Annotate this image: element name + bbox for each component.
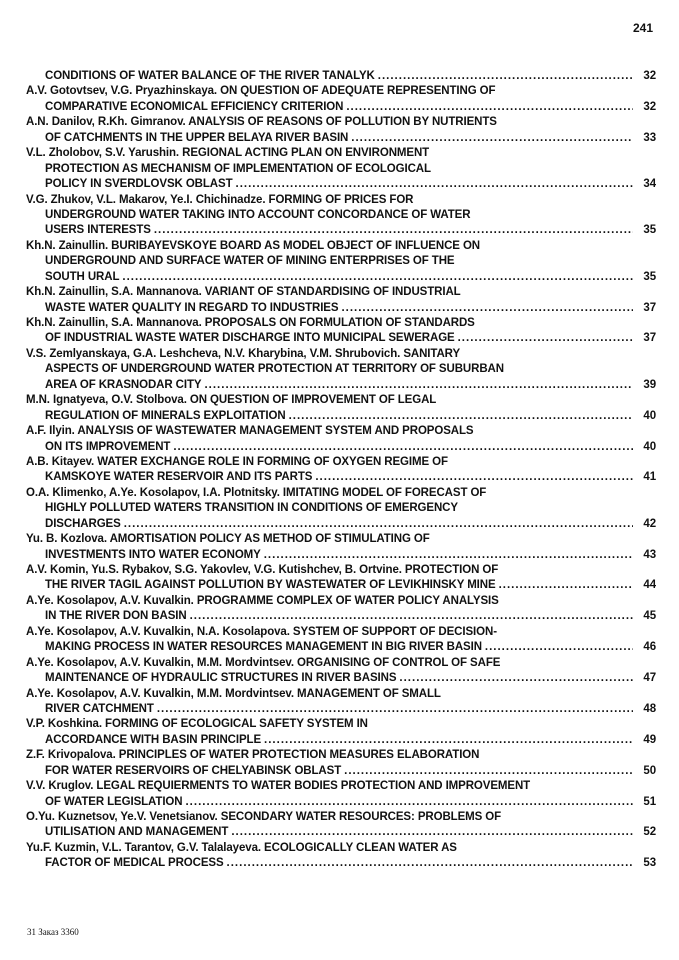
toc-entry-page: 39 bbox=[643, 378, 656, 391]
toc-entry-title: OF WATER LEGISLATION bbox=[45, 795, 183, 808]
dot-leader bbox=[190, 609, 633, 624]
toc-entry-title: V.P. Koshkina. FORMING OF ECOLOGICAL SAFETY SYSTEM IN bbox=[26, 718, 368, 731]
toc-entry-title: MAKING PROCESS IN WATER RESOURCES MANAGEMENT IN BIG RIVER BASIN bbox=[45, 641, 482, 654]
toc-entry-title: Yu. B. Kozlova. AMORTISATION POLICY AS METHOD OF STIMULATING OF bbox=[26, 533, 430, 546]
toc-entry-last-line bbox=[26, 223, 656, 238]
toc-entry-last-line bbox=[26, 856, 656, 871]
toc-entry bbox=[26, 393, 656, 424]
toc-entry bbox=[26, 594, 656, 625]
table-of-contents bbox=[26, 69, 656, 872]
dot-leader bbox=[485, 640, 633, 655]
toc-entry-last-line bbox=[26, 301, 656, 316]
toc-entry-title: KAMSKOYE WATER RESERVOIR AND ITS PARTS bbox=[45, 471, 313, 484]
toc-entry-last-line bbox=[26, 733, 656, 748]
toc-entry-title: ACCORDANCE WITH BASIN PRINCIPLE bbox=[45, 733, 262, 746]
toc-entry-title: A.Ye. Kosolapov, A.V. Kuvalkin. PROGRAMME COMPLEX OF WATER POLICY ANALYSIS bbox=[26, 594, 499, 607]
toc-entry-title: POLICY IN SVERDLOVSK OBLAST bbox=[45, 178, 233, 191]
dot-leader bbox=[264, 548, 633, 563]
toc-entry-title: HIGHLY POLLUTED WATERS TRANSITION IN CONDITIONS OF EMERGENCY bbox=[45, 502, 458, 515]
dot-leader bbox=[173, 440, 633, 455]
toc-entry bbox=[26, 84, 656, 115]
toc-entry-page: 32 bbox=[643, 100, 656, 113]
toc-entry bbox=[26, 841, 656, 872]
toc-entry-title: Yu.F. Kuzmin, V.L. Tarantov, G.V. Talalayeva. ECOLOGICALLY CLEAN WATER AS bbox=[26, 841, 457, 854]
toc-entry bbox=[26, 532, 656, 563]
toc-entry-page: 46 bbox=[643, 641, 656, 654]
dot-leader bbox=[315, 470, 633, 485]
toc-entry-title: ON ITS IMPROVEMENT bbox=[45, 440, 171, 453]
toc-entry-title: Z.F. Krivopalova. PRINCIPLES OF WATER PROTECTION MEASURES ELABORATION bbox=[26, 749, 480, 762]
toc-entry bbox=[26, 779, 656, 810]
toc-entry-title: M.N. Ignatyeva, O.V. Stolbova. ON QUESTION OF IMPROVEMENT OF LEGAL bbox=[26, 394, 437, 407]
toc-entry-page: 43 bbox=[643, 548, 656, 561]
toc-entry-title: A.B. Kitayev. WATER EXCHANGE ROLE IN FORMING OF OXYGEN REGIME OF bbox=[26, 455, 448, 468]
toc-entry-page: 35 bbox=[643, 224, 656, 237]
toc-entry-page: 37 bbox=[643, 332, 656, 345]
toc-entry-title: INVESTMENTS INTO WATER ECONOMY bbox=[45, 548, 261, 561]
toc-entry-title: RIVER CATCHMENT bbox=[45, 702, 154, 715]
toc-entry-title: O.Yu. Kuznetsov, Ye.V. Venetsianov. SECONDARY WATER RESOURCES: PROBLEMS OF bbox=[26, 811, 502, 823]
toc-entry-page: 53 bbox=[643, 857, 656, 870]
toc-entry bbox=[26, 424, 656, 455]
toc-entry-page: 44 bbox=[643, 579, 656, 592]
toc-entry bbox=[26, 69, 656, 84]
toc-entry-title: FACTOR OF MEDICAL PROCESS bbox=[45, 857, 224, 870]
toc-entry-page: 45 bbox=[643, 610, 656, 623]
toc-entry bbox=[26, 347, 656, 393]
footer-note: 31 Заказ 3360 bbox=[27, 927, 79, 937]
toc-entry-title: AREA OF KRASNODAR CITY bbox=[45, 378, 202, 391]
toc-entry-page: 47 bbox=[643, 672, 656, 685]
toc-entry-title: ASPECTS OF UNDERGROUND WATER PROTECTION AT TERRITORY OF SUBURBAN bbox=[45, 363, 504, 376]
toc-entry-title: THE RIVER TAGIL AGAINST POLLUTION BY WASTEWATER OF LEVIKHINSKY MINE bbox=[45, 579, 496, 592]
toc-entry bbox=[26, 115, 656, 146]
dot-leader bbox=[458, 331, 633, 346]
toc-entry-last-line bbox=[26, 609, 656, 624]
toc-entry bbox=[26, 717, 656, 748]
toc-entry-title: V.L. Zholobov, S.V. Yarushin. REGIONAL ACTING PLAN ON ENVIRONMENT bbox=[26, 147, 430, 160]
toc-entry bbox=[26, 455, 656, 486]
dot-leader bbox=[154, 223, 633, 238]
dot-leader bbox=[346, 100, 633, 115]
toc-entry bbox=[26, 625, 656, 656]
dot-leader bbox=[378, 69, 633, 84]
toc-entry-title: A.Ye. Kosolapov, A.V. Kuvalkin, M.M. Mordvintsev. MANAGEMENT OF SMALL bbox=[26, 687, 441, 700]
toc-entry-title: A.Ye. Kosolapov, A.V. Kuvalkin, N.A. Kosolapova. SYSTEM OF SUPPORT OF DECISION- bbox=[26, 625, 497, 638]
toc-entry-title: REGULATION OF MINERALS EXPLOITATION bbox=[45, 409, 286, 422]
toc-entry-title: Kh.N. Zainullin. BURIBAYEVSKOYE BOARD AS MODEL OBJECT OF INFLUENCE ON bbox=[26, 239, 480, 252]
dot-leader bbox=[344, 764, 633, 779]
toc-entry-page: 40 bbox=[643, 440, 656, 453]
toc-entry-title: A.V. Komin, Yu.S. Rybakov, S.G. Yakovlev, V.G. Kutishchev, B. Ortvine. PROTECTION OF bbox=[26, 564, 499, 576]
dot-leader bbox=[204, 378, 633, 393]
toc-entry-title: FOR WATER RESERVOIRS OF CHELYABINSK OBLAST bbox=[45, 764, 342, 777]
toc-entry-page: 34 bbox=[643, 178, 656, 191]
toc-entry-title: COMPARATIVE ECONOMICAL EFFICIENCY CRITERION bbox=[45, 100, 344, 113]
toc-entry-page: 32 bbox=[643, 70, 656, 82]
toc-entry-title: V.V. Kruglov. LEGAL REQUIERMENTS TO WATER BODIES PROTECTION AND IMPROVEMENT bbox=[26, 780, 531, 793]
toc-entry-title: UTILISATION AND MANAGEMENT bbox=[45, 826, 229, 839]
toc-entry-title: CONDITIONS OF WATER BALANCE OF THE RIVER TANALYK bbox=[45, 70, 375, 82]
toc-entry bbox=[26, 193, 656, 239]
dot-leader bbox=[341, 301, 633, 316]
dot-leader bbox=[236, 177, 634, 192]
toc-entry bbox=[26, 687, 656, 718]
toc-entry-title: A.V. Gotovtsev, V.G. Pryazhinskaya. ON QUESTION OF ADEQUATE REPRESENTING OF bbox=[26, 85, 496, 98]
toc-entry-title: PROTECTION AS MECHANISM OF IMPLEMENTATION OF ECOLOGICAL bbox=[45, 162, 431, 175]
toc-entry-last-line bbox=[26, 440, 656, 455]
toc-entry bbox=[26, 656, 656, 687]
toc-entry-title: A.F. Ilyin. ANALYSIS OF WASTEWATER MANAGEMENT SYSTEM AND PROPOSALS bbox=[26, 425, 474, 438]
dot-leader bbox=[122, 270, 633, 285]
toc-entry-last-line bbox=[26, 671, 656, 686]
toc-entry bbox=[26, 748, 656, 779]
toc-entry-title: OF INDUSTRIAL WASTE WATER DISCHARGE INTO MUNICIPAL SEWERAGE bbox=[45, 332, 455, 345]
toc-entry-title: SOUTH URAL bbox=[45, 270, 120, 283]
toc-entry-page: 49 bbox=[643, 733, 656, 746]
toc-entry-page: 50 bbox=[643, 764, 656, 777]
toc-entry-page: 40 bbox=[643, 409, 656, 422]
toc-entry-page: 35 bbox=[643, 270, 656, 283]
dot-leader bbox=[231, 825, 633, 840]
toc-entry-page: 37 bbox=[643, 301, 656, 314]
dot-leader bbox=[264, 733, 633, 748]
toc-entry-title: O.A. Klimenko, A.Ye. Kosolapov, I.A. Plotnitsky. IMITATING MODEL OF FORECAST OF bbox=[26, 486, 487, 499]
toc-entry-title: Kh.N. Zainullin, S.A. Mannanova. PROPOSALS ON FORMULATION OF STANDARDS bbox=[26, 317, 475, 329]
toc-entry-title: MAINTENANCE OF HYDRAULIC STRUCTURES IN RIVER BASINS bbox=[45, 672, 397, 685]
toc-entry bbox=[26, 316, 656, 347]
toc-entry bbox=[26, 563, 656, 594]
toc-entry-title: DISCHARGES bbox=[45, 517, 121, 530]
toc-entry-last-line bbox=[26, 177, 656, 192]
page-number: 241 bbox=[632, 21, 653, 35]
toc-entry-title: UNDERGROUND AND SURFACE WATER OF MINING ENTERPRISES OF THE bbox=[45, 255, 455, 268]
toc-entry-page: 51 bbox=[643, 795, 656, 808]
toc-entry-title: V.G. Zhukov, V.L. Makarov, Ye.I. Chichinadze. FORMING OF PRICES FOR bbox=[26, 193, 414, 206]
dot-leader bbox=[157, 702, 633, 717]
toc-entry-last-line bbox=[26, 764, 656, 779]
toc-entry-title: IN THE RIVER DON BASIN bbox=[45, 610, 187, 623]
toc-entry-last-line bbox=[26, 409, 656, 424]
toc-entry-title: A.N. Danilov, R.Kh. Gimranov. ANALYSIS OF REASONS OF POLLUTION BY NUTRIENTS bbox=[26, 116, 497, 129]
toc-entry-last-line bbox=[26, 470, 656, 485]
toc-entry-page: 48 bbox=[643, 702, 656, 715]
toc-entry-last-line bbox=[26, 270, 656, 285]
toc-entry-page: 42 bbox=[643, 517, 656, 530]
dot-leader bbox=[124, 517, 633, 532]
dot-leader bbox=[185, 795, 633, 810]
toc-entry-title: V.S. Zemlyanskaya, G.A. Leshcheva, N.V. Kharybina, V.M. Shrubovich. SANITARY bbox=[26, 347, 461, 360]
toc-entry-page: 33 bbox=[643, 131, 656, 144]
toc-entry-title: UNDERGROUND WATER TAKING INTO ACCOUNT CONCORDANCE OF WATER bbox=[45, 208, 471, 221]
toc-entry-last-line bbox=[26, 825, 656, 840]
dot-leader bbox=[289, 409, 633, 424]
toc-entry bbox=[26, 810, 656, 841]
dot-leader bbox=[499, 578, 633, 593]
toc-entry bbox=[26, 146, 656, 192]
toc-entry-page: 41 bbox=[643, 471, 656, 484]
toc-entry-last-line bbox=[26, 517, 656, 532]
dot-leader bbox=[399, 671, 633, 686]
toc-entry-page: 52 bbox=[643, 826, 656, 839]
toc-entry-last-line bbox=[26, 795, 656, 810]
toc-entry bbox=[26, 239, 656, 285]
toc-entry-title: A.Ye. Kosolapov, A.V. Kuvalkin, M.M. Mordvintsev. ORGANISING OF CONTROL OF SAFE bbox=[26, 656, 501, 669]
toc-entry-last-line bbox=[26, 100, 656, 115]
toc-entry-last-line bbox=[26, 640, 656, 655]
toc-entry-last-line bbox=[26, 69, 656, 84]
toc-entry-title: Kh.N. Zainullin, S.A. Mannanova. VARIANT OF STANDARDISING OF INDUSTRIAL bbox=[26, 286, 461, 299]
dot-leader bbox=[227, 856, 633, 871]
toc-entry-last-line bbox=[26, 378, 656, 393]
dot-leader bbox=[351, 131, 633, 146]
toc-entry-last-line bbox=[26, 131, 656, 146]
toc-entry-last-line bbox=[26, 702, 656, 717]
toc-entry-last-line bbox=[26, 578, 656, 593]
toc-entry-last-line bbox=[26, 548, 656, 563]
toc-entry bbox=[26, 486, 656, 532]
toc-entry-last-line bbox=[26, 331, 656, 346]
toc-entry-title: OF CATCHMENTS IN THE UPPER BELAYA RIVER BASIN bbox=[45, 131, 349, 144]
toc-entry-title: USERS INTERESTS bbox=[45, 224, 151, 237]
toc-entry-title: WASTE WATER QUALITY IN REGARD TO INDUSTRIES bbox=[45, 301, 339, 314]
toc-entry bbox=[26, 285, 656, 316]
